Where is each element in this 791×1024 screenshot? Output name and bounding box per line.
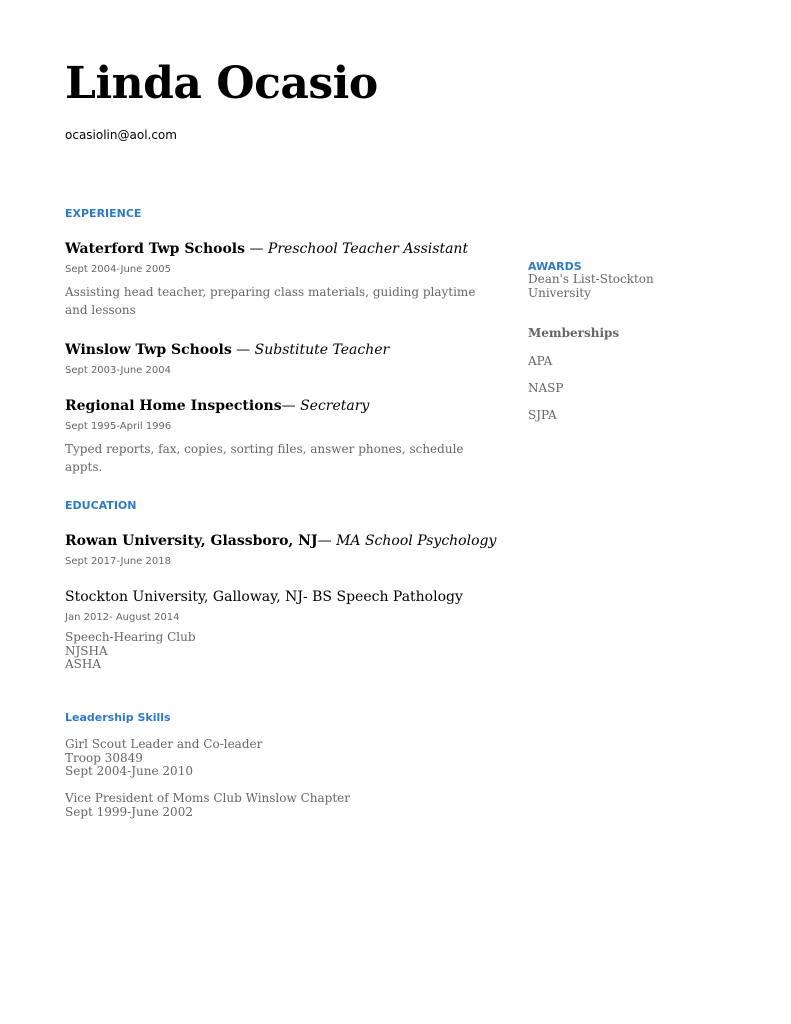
job-org: Waterford Twp Schools [65, 241, 246, 257]
job-org: Winslow Twp Schools [65, 342, 232, 358]
detail-line: NJSHA [65, 643, 108, 658]
job-dates-waterford: Sept 2004-June 2005 [65, 264, 171, 275]
job-title-regional [65, 398, 369, 414]
awards-heading: AWARDS [528, 260, 582, 273]
school-title-stockton [65, 589, 463, 605]
job-title-waterford [65, 241, 468, 257]
leadership-line: Sept 1999-June 2002 [65, 804, 193, 819]
school-details-stockton [65, 631, 196, 672]
school-org: Rowan University, Glassboro, NJ [65, 533, 318, 549]
leadership-line: Vice President of Moms Club Winslow Chapter [65, 791, 350, 805]
education-heading: EDUCATION [65, 499, 137, 512]
leadership-group-moms-club [65, 792, 350, 819]
job-description-regional: Typed reports, fax, copies, sorting files, answer phones, schedule appts. [65, 442, 464, 474]
job-role: Secretary [300, 398, 370, 414]
school-title-text: Stockton University, Galloway, NJ- BS Speech Pathology [65, 589, 463, 605]
detail-line: ASHA [65, 657, 102, 671]
job-title-winslow [65, 342, 389, 358]
leadership-line: Sept 2004-June 2010 [65, 764, 193, 778]
detail-line: Speech-Hearing Club [65, 630, 196, 644]
awards-text: Dean's List-Stockton University [528, 272, 654, 300]
resume-name: Linda Ocasio [65, 58, 378, 109]
email-address: ocasiolin@aol.com [65, 128, 177, 142]
school-dates-rowan: Sept 2017-June 2018 [65, 556, 171, 567]
leadership-line: Girl Scout Leader and Co-leader [65, 737, 263, 751]
experience-heading: EXPERIENCE [65, 207, 142, 220]
school-degree: MA School Psychology [336, 533, 497, 549]
job-dates-regional: Sept 1995-April 1996 [65, 421, 172, 432]
memberships-heading: Memberships [528, 326, 620, 340]
leadership-line: Troop 30849 [65, 750, 143, 765]
job-separator: — [231, 342, 255, 358]
job-description-waterford: Assisting head teacher, preparing class materials, guiding playtime and lessons [65, 285, 476, 317]
job-org: Regional Home Inspections [65, 398, 282, 414]
leadership-heading: Leadership Skills [65, 711, 171, 724]
job-separator: — [281, 398, 301, 414]
membership-item: APA [528, 354, 553, 368]
job-role: Substitute Teacher [254, 342, 390, 358]
membership-item: NASP [528, 381, 564, 395]
school-dates-stockton: Jan 2012- August 2014 [65, 612, 180, 623]
job-separator: — [245, 241, 268, 257]
membership-item: SJPA [528, 408, 557, 422]
school-separator: — [317, 533, 337, 549]
job-dates-winslow: Sept 2003-June 2004 [65, 365, 171, 376]
job-role: Preschool Teacher Assistant [267, 241, 469, 257]
school-title-rowan [65, 533, 496, 549]
leadership-group-scouts [65, 738, 262, 779]
